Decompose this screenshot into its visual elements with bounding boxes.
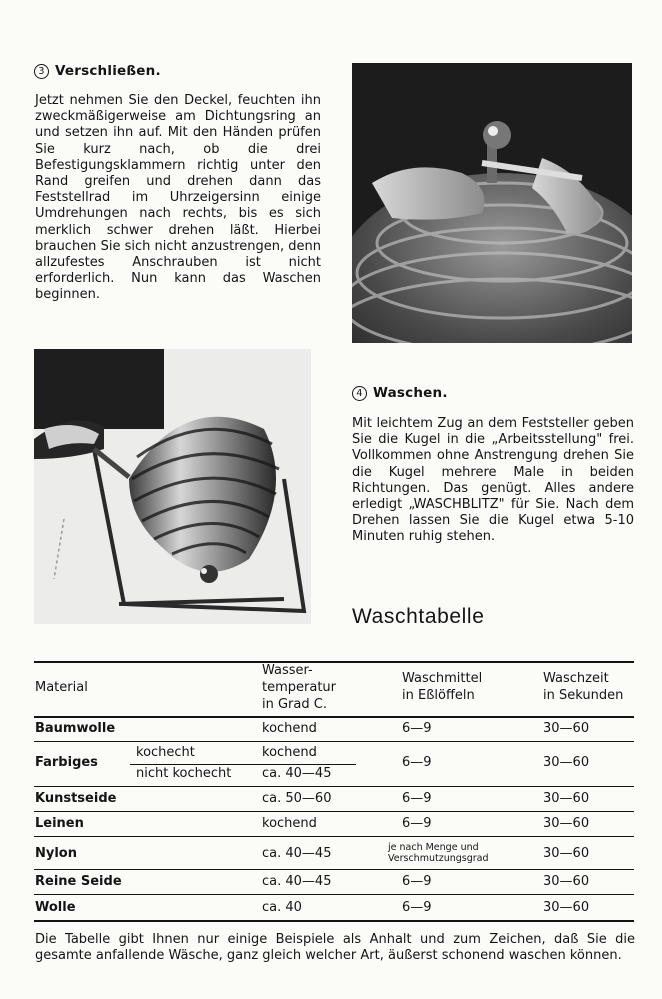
row-material: Nylon	[35, 846, 77, 861]
row-detergent-note: je nach Menge und	[388, 842, 479, 853]
row-time: 30—60	[543, 791, 590, 806]
row-divider	[34, 786, 634, 787]
row-divider	[34, 741, 634, 742]
row-temp: ca. 50—60	[262, 791, 332, 806]
header-detergent-line2: in Eßlöffeln	[402, 688, 475, 703]
row-time: 30—60	[543, 846, 590, 861]
row-material: Kunstseide	[35, 791, 117, 806]
photo-washing-machine	[34, 349, 311, 624]
section-3-title: Verschließen.	[55, 63, 161, 79]
row-material: Wolle	[35, 900, 76, 915]
row-temp: ca. 40—45	[262, 766, 332, 781]
row-temp: kochend	[262, 816, 317, 831]
section-4-title: Waschen.	[373, 385, 448, 401]
row-temp: ca. 40—45	[262, 874, 332, 889]
row-temp: ca. 40—45	[262, 846, 332, 861]
table-top-rule	[34, 661, 634, 663]
footer-note: Die Tabelle gibt Ihnen nur einige Beispiele als Anhalt und zum Zeichen, daß Sie die gesamte anfallende Wäsche, ganz gleich welcher Art, äußerst schonend waschen können.	[35, 932, 635, 964]
photo-closing-lid	[352, 63, 632, 343]
section-4-heading	[352, 385, 448, 401]
row-temp: kochend	[262, 745, 317, 760]
row-divider	[34, 836, 634, 837]
header-time-line2: in Sekunden	[543, 688, 624, 703]
row-temp: kochend	[262, 721, 317, 736]
row-time: 30—60	[543, 721, 590, 736]
row-sub-material: nicht kochecht	[136, 766, 232, 781]
header-material: Material	[35, 680, 88, 695]
header-temp-line3: in Grad C.	[262, 697, 327, 712]
row-material: Leinen	[35, 816, 84, 831]
header-detergent-line1: Waschmittel	[402, 671, 483, 686]
row-detergent: 6—9	[402, 874, 432, 889]
row-time: 30—60	[543, 900, 590, 915]
section-3-text: Jetzt nehmen Sie den Deckel, feuchten ihn zweckmäßigerweise am Dichtungsring an und setzen ihn auf. Mit den Händen prüfen Sie kurz nach, ob die drei Befestigungsklammern richtig unter den Rand greifen und drehen dann das Feststellrad im Uhrzeigersinn einige Umdrehungen nach rechts, bis es sich merklich schwer drehen läßt. Hierbei brauchen Sie sich nicht anzustrengen, denn allzufestes Anschrauben ist nicht erforderlich. Nun kann das Waschen beginnen.	[35, 93, 321, 303]
row-detergent: 6—9	[402, 791, 432, 806]
step-number-4: 4	[352, 386, 367, 401]
row-temp: ca. 40	[262, 900, 302, 915]
step-number-3: 3	[34, 64, 49, 79]
row-material: Baumwolle	[35, 721, 116, 736]
table-title: Waschtabelle	[352, 605, 485, 628]
row-divider	[34, 811, 634, 812]
row-divider	[34, 869, 634, 870]
section-4-text: Mit leichtem Zug an dem Feststeller geben Sie die Kugel in die „Arbeitsstellung" frei. Vollkommen ohne Anstrengung drehen Sie die Kugel mehrere Male in beiden Richtungen. Das genügt. Alles andere erledigt „WASCHBLITZ" für Sie. Nach dem Drehen lassen Sie die Kugel etwa 5-10 Minuten ruhig stehen.	[352, 416, 634, 545]
row-divider	[34, 894, 634, 895]
row-material: Farbiges	[35, 755, 98, 770]
sub-row-divider	[130, 764, 356, 765]
header-temp-line2: temperatur	[262, 680, 337, 695]
header-time-line1: Waschzeit	[543, 671, 609, 686]
row-detergent: 6—9	[402, 900, 432, 915]
row-time: 30—60	[543, 755, 590, 770]
header-temp-line1: Wasser-	[262, 663, 313, 678]
row-detergent-note: Verschmutzungsgrad	[388, 853, 489, 864]
row-detergent: 6—9	[402, 816, 432, 831]
row-detergent: 6—9	[402, 755, 432, 770]
row-time: 30—60	[543, 874, 590, 889]
row-time: 30—60	[543, 816, 590, 831]
section-3-heading	[34, 63, 161, 79]
table-bottom-rule	[34, 920, 634, 922]
row-material: Reine Seide	[35, 874, 122, 889]
table-header-rule	[34, 716, 634, 718]
row-detergent: 6—9	[402, 721, 432, 736]
row-sub-material: kochecht	[136, 745, 195, 760]
